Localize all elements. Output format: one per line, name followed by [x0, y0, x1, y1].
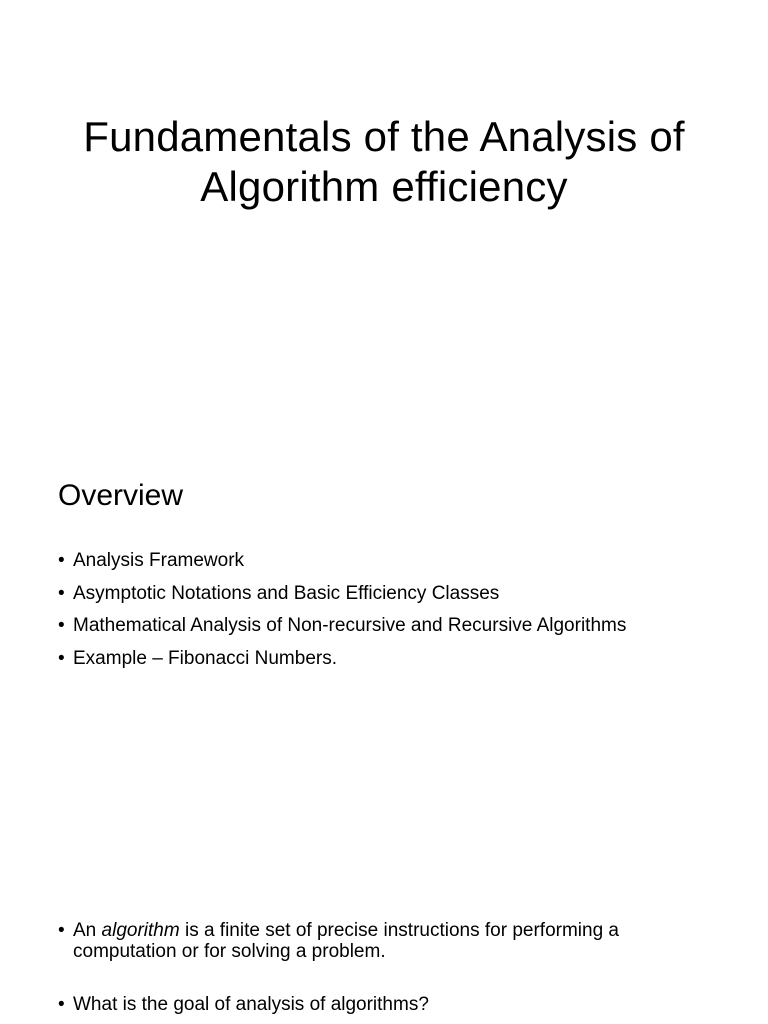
bullet-icon: •	[58, 647, 65, 669]
bullet-suffix: is a finite set of precise instructions for performing a computation or for solving a problem.	[73, 920, 619, 962]
list-item	[58, 994, 698, 1015]
bullet-text: What is the goal of analysis of algorithms?	[73, 994, 429, 1015]
bullet-prefix: An	[73, 920, 102, 941]
slide-heading: Overview	[58, 479, 184, 512]
slide-title: Fundamentals of the Analysis of Algorithm efficiency	[83, 113, 685, 210]
list-item	[58, 581, 626, 606]
title-slide	[0, 0, 768, 432]
list-item	[58, 613, 626, 638]
bullet-text: Example – Fibonacci Numbers.	[73, 647, 337, 669]
bullet-text: Analysis Framework	[73, 550, 245, 571]
bullet-text: Mathematical Analysis of Non-recursive and Recursive Algorithms	[73, 615, 627, 636]
bullet-icon: •	[58, 920, 65, 941]
bullet-emphasis: algorithm	[101, 920, 180, 941]
list-item	[58, 646, 626, 671]
bullet-list	[58, 548, 626, 678]
overview-slide	[0, 432, 768, 864]
bullet-icon: •	[58, 582, 65, 604]
definition-slide	[0, 864, 768, 1024]
bullet-icon: •	[58, 550, 65, 571]
bullet-icon: •	[58, 615, 65, 636]
bullet-text: Asymptotic Notations and Basic Efficiency Classes	[73, 582, 500, 604]
bullet-list	[58, 920, 698, 1015]
bullet-icon: •	[58, 994, 65, 1015]
list-item	[58, 548, 626, 573]
list-item	[58, 920, 698, 962]
